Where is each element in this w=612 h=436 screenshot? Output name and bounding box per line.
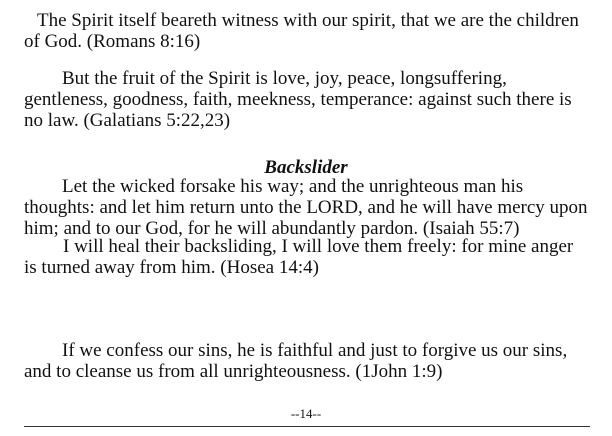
verse-galatians-5-22: But the fruit of the Spirit is love, joy, peace, longsuffering, gentleness, goodness, faith, meekness, temperance: against such there is no law. (Galatians 5:22,23) bbox=[24, 68, 572, 131]
verse-1john-1-9: If we confess our sins, he is faithful and just to forgive us our sins, and to cleanse us from all unrighteousness. (1John 1:9) bbox=[24, 340, 568, 382]
verse-hosea-14-4: I will heal their backsliding, I will love them freely: for mine anger is turned away from him. (Hosea 14:4) bbox=[24, 236, 574, 278]
page-number: --14-- bbox=[290, 406, 322, 421]
section-heading: Backslider bbox=[264, 157, 348, 178]
verse-romans-8-16: The Spirit itself beareth witness with our spirit, that we are the children of God. (Romans 8:16) bbox=[24, 10, 579, 52]
verse-isaiah-55-7: Let the wicked forsake his way; and the unrighteous man his thoughts: and let him return unto the LORD, and he will have mercy upon him; and to our God, for he will abundantly pardon. (Isaiah 55:7) bbox=[24, 176, 588, 239]
footer-rule bbox=[24, 426, 590, 427]
